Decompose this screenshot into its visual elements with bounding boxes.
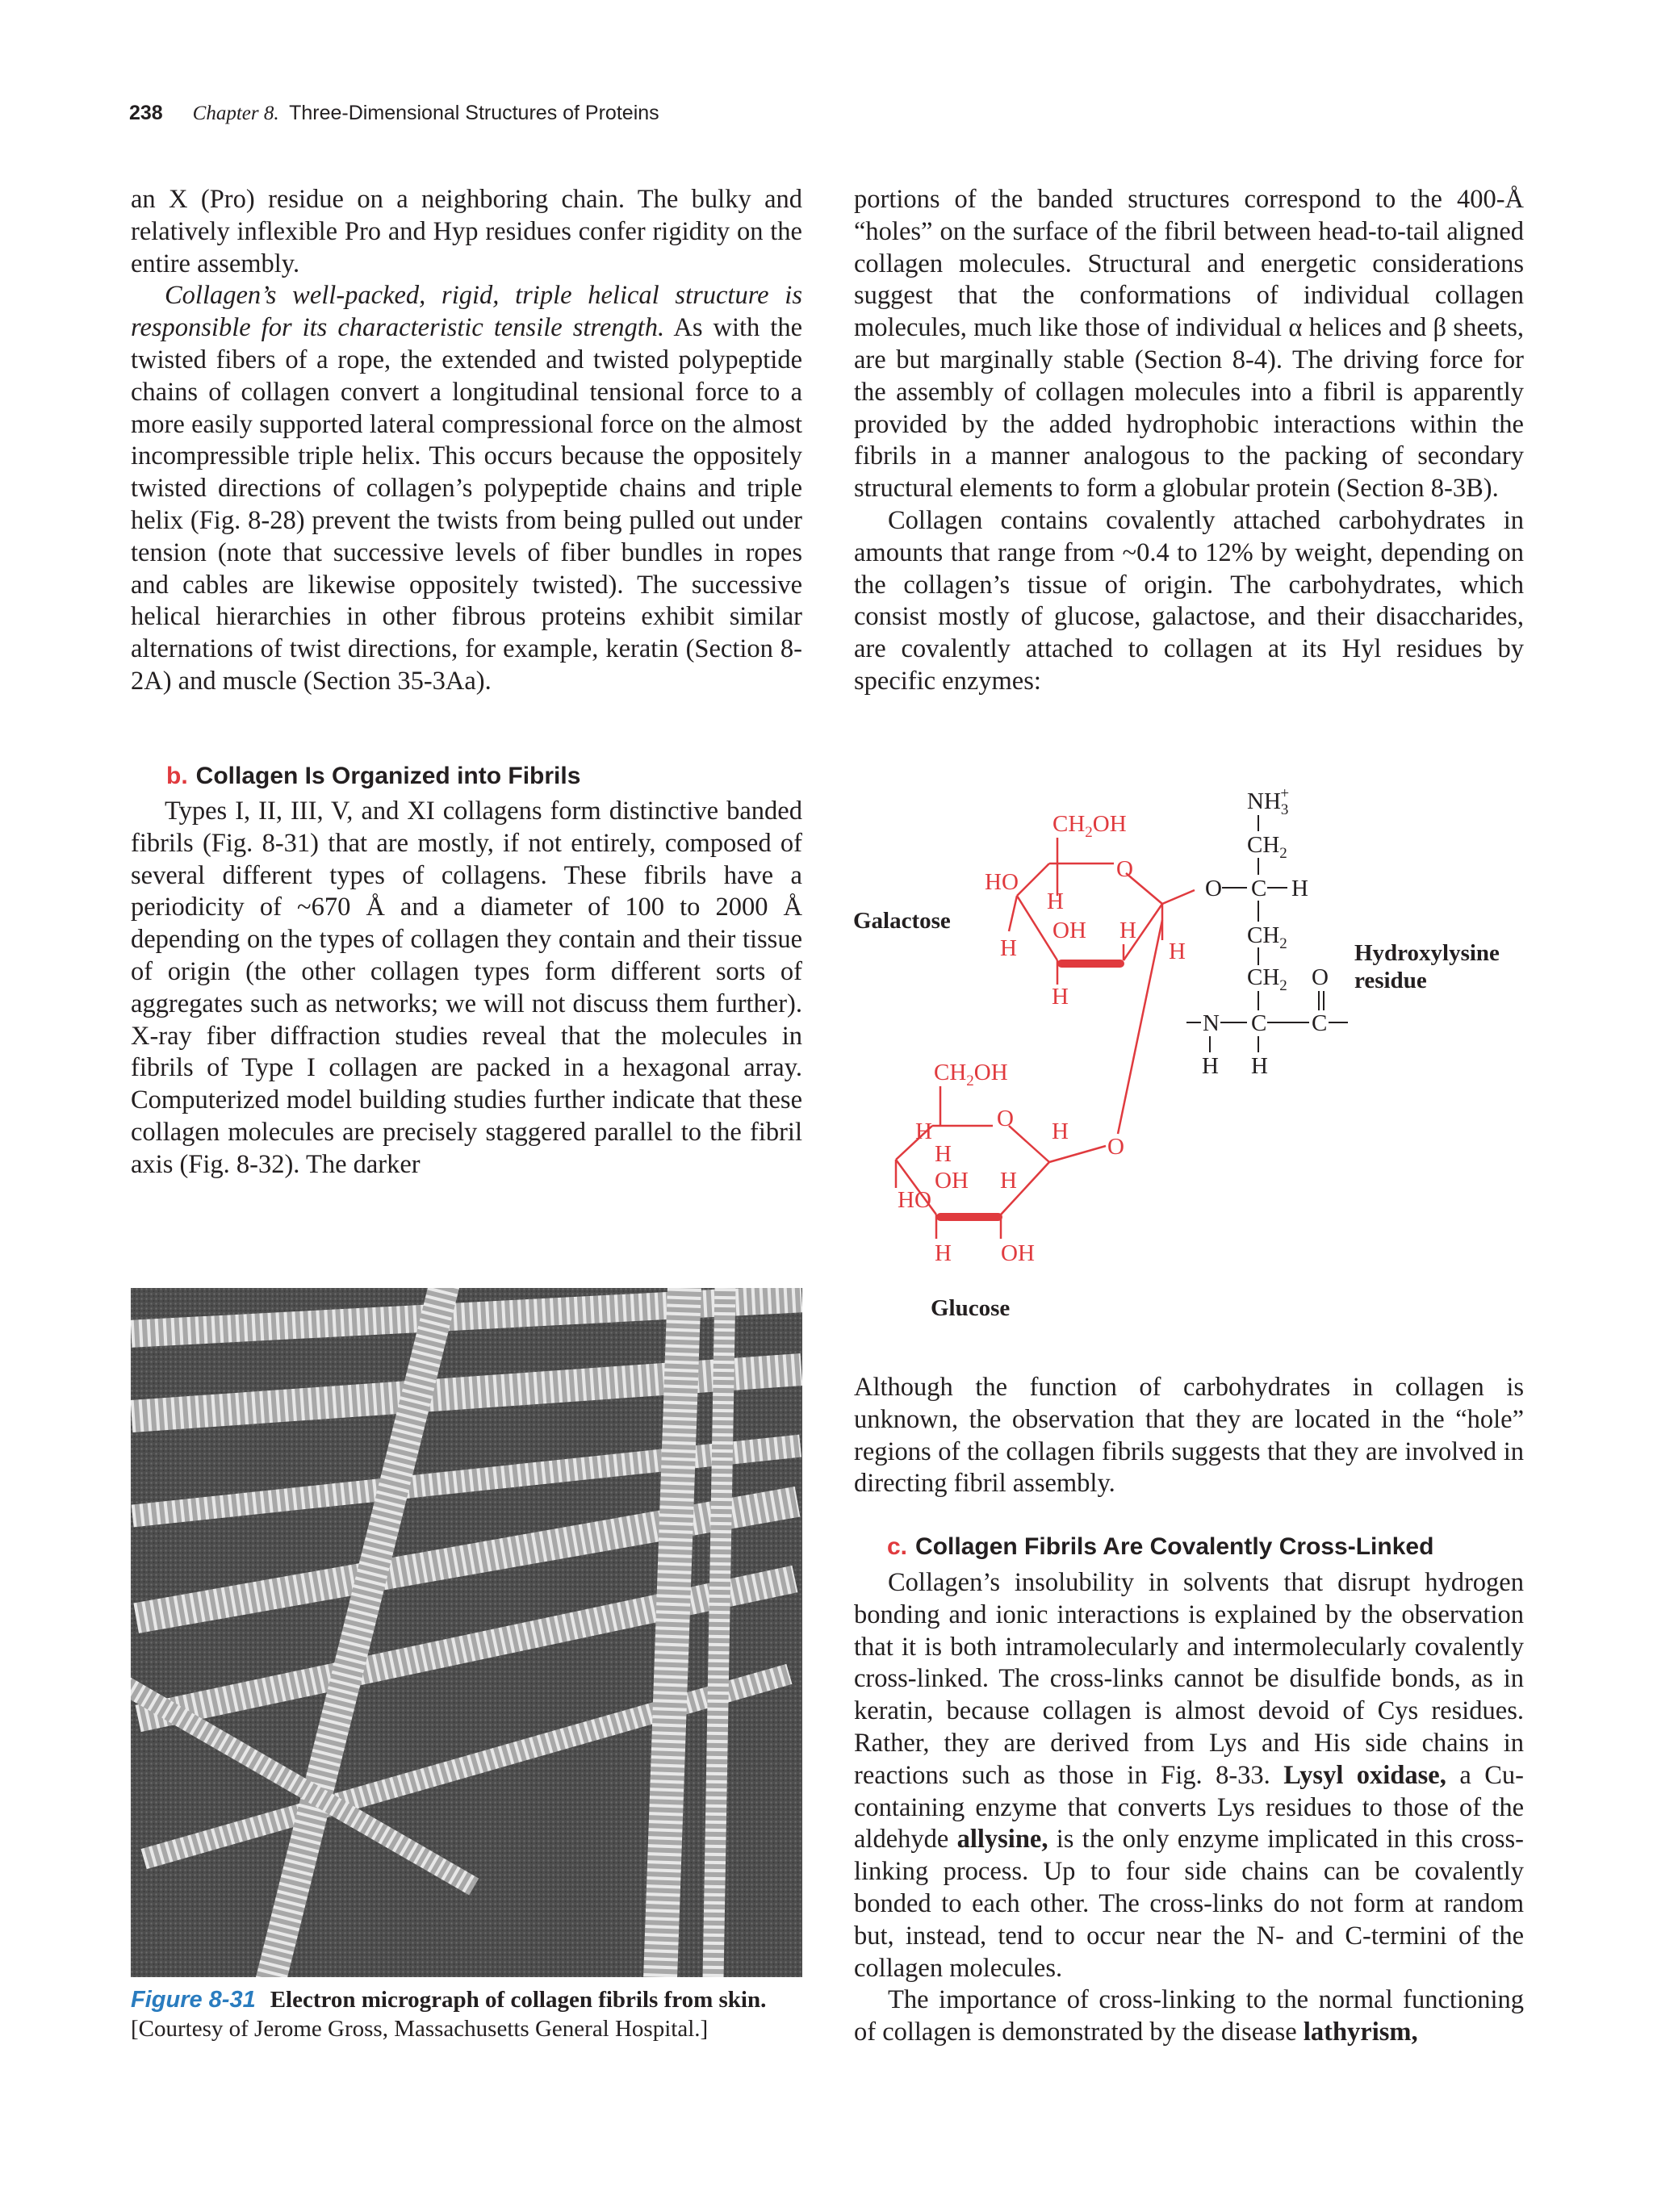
- glc-ring-o: O: [997, 1106, 1014, 1131]
- glc-ho: HO: [898, 1187, 931, 1213]
- figure-label: Figure 8-31: [131, 1987, 256, 2013]
- right-column-top: [854, 184, 1524, 698]
- lathyrism-text: The importance of cross-linking to the normal functioning of collagen is demonstrated by the disease: [854, 1985, 1524, 2047]
- electron-micrograph: [131, 1288, 802, 1977]
- hyl-h-o: H: [1291, 876, 1308, 901]
- gal-ho: HO: [985, 869, 1019, 895]
- hyl-c-carbonyl: C: [1312, 1010, 1328, 1036]
- hyl-carbonyl-o: O: [1312, 964, 1329, 990]
- left-paragraph-2: [131, 280, 802, 697]
- right-column-middle: [854, 1372, 1524, 1500]
- micrograph-illustration: [131, 1288, 802, 1977]
- residue-label: residue: [1354, 968, 1427, 993]
- figure-caption: [131, 1985, 809, 2043]
- gal-h-c4: H: [1047, 889, 1064, 914]
- gal-h-c3: H: [1000, 935, 1017, 961]
- hyl-ch2-b: $CH_2$: [1247, 922, 1287, 952]
- lathyrism-term: lathyrism,: [1303, 2018, 1418, 2047]
- right-paragraph-3: Although the function of carbohydrates in collagen is unknown, the observation that they are located in the “hole” regions of the collagen fibrils suggests that they are involved in directing fibril assembly.: [854, 1373, 1524, 1499]
- glc-h-c2: H: [1000, 1168, 1017, 1194]
- glucose-label: Glucose: [931, 1295, 1011, 1321]
- chapter-title: Three-Dimensional Structures of Proteins: [289, 102, 659, 124]
- caption-line-1: [131, 1985, 809, 2014]
- hyl-h-c: H: [1251, 1053, 1268, 1079]
- gal-oh-c3: OH: [1052, 918, 1086, 943]
- right-column-section-c: [854, 1567, 1524, 2049]
- section-c-letter: c.: [887, 1533, 908, 1560]
- section-b-heading: [166, 763, 580, 790]
- gal-ch2oh: $CH_2OH$: [1052, 811, 1127, 841]
- caption-title: Electron micrograph of collagen fibrils from skin.: [270, 1987, 767, 2013]
- caption-credit: [Courtesy of Jerome Gross, Massachusetts General Hospital.]: [131, 2016, 709, 2042]
- section-c-title: Collagen Fibrils Are Covalently Cross-Linked: [915, 1533, 1434, 1560]
- left-column-top: [131, 184, 802, 698]
- tensile-strength-statement: Collagen’s well-packed, rigid, triple helical structure is responsible for its characteristic tensile strength.: [131, 281, 802, 343]
- glc-oh-c3: OH: [935, 1168, 969, 1194]
- hyl-c-alpha: C: [1251, 1010, 1267, 1036]
- left-column-section-b: [131, 796, 802, 1181]
- glc-ch2oh: $CH_2OH$: [934, 1060, 1008, 1089]
- right-paragraph-5: [854, 1984, 1524, 2049]
- hyl-c-o: C: [1251, 876, 1267, 901]
- gal-h-c1: H: [1169, 939, 1186, 964]
- running-head: [129, 102, 659, 125]
- glc-h-c4b: H: [935, 1141, 952, 1167]
- section-c-heading: [887, 1533, 1433, 1561]
- glc-h-c4: H: [915, 1119, 932, 1144]
- hyl-ch2-a: $CH_2$: [1247, 832, 1287, 862]
- gal-h-c2b: H: [1052, 984, 1069, 1010]
- gal-ring-o: O: [1116, 856, 1133, 882]
- page-number: 238: [129, 102, 163, 124]
- hyl-o: O: [1205, 876, 1222, 901]
- section-b-letter: b.: [166, 763, 188, 789]
- left-paragraph-1: an X (Pro) residue on a neighboring chain. The bulky and relatively inflexible Pro and Hyp residues confer rigidity on the entire assembly.: [131, 185, 802, 278]
- hyl-h-n: H: [1202, 1053, 1219, 1079]
- hyl-ch2-c: $CH_2$: [1247, 964, 1287, 994]
- glc-link-o: O: [1107, 1134, 1124, 1160]
- gal-h-c2: H: [1119, 918, 1136, 943]
- galactose-label: Galactose: [853, 908, 951, 934]
- allysine-term: allysine,: [956, 1825, 1048, 1854]
- cross-link-text-c: is the only enzyme implicated in this cross-linking process. Up to four side chains can be covalently bonded to each other. The cross-links do not form at random but, instead, tend to occur near the N- and C-termini of the collagen molecules.: [854, 1825, 1524, 1983]
- lysyl-oxidase-term: Lysyl oxidase,: [1283, 1760, 1446, 1790]
- glc-h-c1: H: [1052, 1119, 1069, 1144]
- right-paragraph-2: Collagen contains covalently attached carbohydrates in amounts that range from ~0.4 to 12% by weight, depending on the collagen’s tissue of origin. The carbohydrates, which consist mostly of glucose, galactose, and their disaccharides, are covalently attached to collagen at its Hyl residues by specific enzymes:: [854, 505, 1524, 696]
- glc-h-c3b: H: [935, 1240, 952, 1266]
- left-paragraph-3: Types I, II, III, V, and XI collagens form distinctive banded fibrils (Fig. 8-31) that are mostly, if not entirely, composed of several different types of collagens. These fibrils have a periodicity of ~670 Å and a diameter of 100 to 2000 Å depending on the types of collagen they contain and their tissue of origin (the other collagen types form different sorts of aggregates such as networks; we will not discuss them further). X-ray fiber diffraction studies reveal that the molecules in fibrils of Type I collagen are packed in a hexagonal array. Computerized model building studies further indicate that these collagen molecules are precisely staggered parallel to the fibril axis (Fig. 8-32). The darker: [131, 797, 802, 1179]
- chapter-label: Chapter 8.: [192, 102, 279, 124]
- hydroxylysine-label: Hydroxylysine: [1354, 940, 1500, 966]
- left-paragraph-2-text: As with the twisted fibers of a rope, the extended and twisted polypeptide chains of collagen convert a longitudinal tensional force to a more easily supported lateral compressional force on the almost incompressible triple helix. This occurs because the oppositely twisted directions of collagen’s polypeptide chains and triple helix (Fig. 8-28) prevent the twists from being pulled out under tension (note that successive levels of fiber bundles in ropes and cables are likewise oppositely twisted). The successive helical hierarchies in other fibrous proteins exhibit similar alternations of twist directions, for example, keratin (Section 8-2A) and muscle (Section 35-3Aa).: [131, 313, 803, 696]
- glc-oh-c2: OH: [1001, 1240, 1035, 1266]
- hyl-nh3: $NH_3+$: [1247, 785, 1290, 818]
- cross-link-text-b: a Cu-containing enzyme that converts Lys residues to those of the aldehyde: [854, 1760, 1524, 1854]
- right-paragraph-4: [854, 1567, 1524, 1984]
- hyl-n: N: [1203, 1010, 1220, 1036]
- right-paragraph-1: portions of the banded structures correspond to the 400-Å “holes” on the surface of the fibril between head-to-tail aligned collagen molecules. Structural and energetic considerations suggest that the conformations of individual collagen molecules, much like those of individual α helices and β sheets, are but marginally stable (Section 8-4). The driving force for the assembly of collagen molecules into a fibril is apparently provided by the added hydrophobic interactions within the fibrils in a manner analogous to the packing of secondary structural elements to form a globular protein (Section 8-3B).: [854, 185, 1524, 504]
- cross-link-text-a: Collagen’s insolubility in solvents that disrupt hydrogen bonding and ionic interactions is explained by the observation that it is both intramolecularly and intermolecularly covalently cross-linked. The cross-links cannot be disulfide bonds, as in keratin, because collagen is almost devoid of Cys residues. Rather, they are derived from Lys and His side chains in reactions such as those in Fig. 8-33.: [854, 1568, 1524, 1790]
- section-b-title: Collagen Is Organized into Fibrils: [195, 763, 581, 789]
- galactosyl-glucosyl-hydroxylysine-structure: [839, 767, 1566, 1332]
